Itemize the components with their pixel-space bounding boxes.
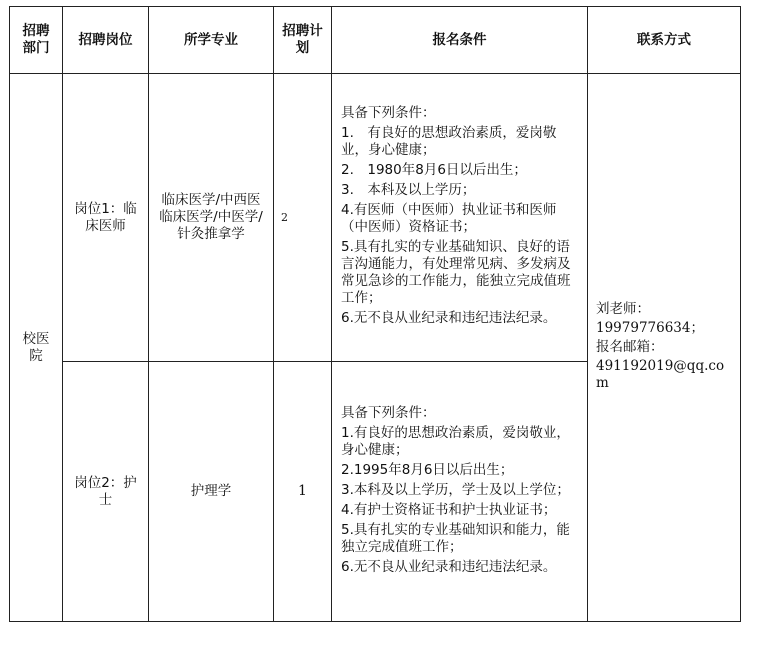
recruitment-table [9,6,741,622]
department-name: 校医院 [22,330,50,364]
header-row [10,7,741,74]
header-position: 招聘岗位 [63,7,149,74]
condition-line: 3.本科及以上学历，学士及以上学位； [341,481,570,498]
header-plan: 招聘计划 [274,7,332,74]
condition-line: 4.有护士资格证书和护士执业证书； [341,501,557,518]
condition-line: 具备下列条件： [341,105,436,121]
position-plan: 2 [274,74,332,362]
contact-cell [588,74,741,622]
header-contact: 联系方式 [588,7,741,74]
condition-line: 1.有良好的思想政治素质，爱岗敬业，身心健康； [341,424,570,458]
contact-email: 491192019@qq.com [596,358,725,391]
position-title: 岗位1：临床医师 [63,74,149,362]
contact-teacher: 刘老师： [596,301,650,317]
header-conditions: 报名条件 [332,7,588,74]
condition-line: 6.无不良从业纪录和违纪违法纪录。 [341,558,557,575]
position-major: 临床医学/中西医临床医学/中医学/针灸推拿学 [149,74,274,362]
department-cell [10,74,63,622]
condition-line: 2.1995年8月6日以后出生； [341,461,514,478]
condition-line: 具备下列条件： [341,404,436,421]
condition-line: 4.有医师（中医师）执业证书和医师（中医师）资格证书； [341,202,557,235]
header-department: 招聘部门 [10,7,63,74]
condition-line: 5.具有扎实的专业基础知识、良好的语言沟通能力，有处理常见病、多发病及常见急诊的工作能力，能独立完成值班工作； [341,239,571,306]
condition-line: 1. 有良好的思想政治素质，爱岗敬业，身心健康； [341,125,557,158]
position-major: 护理学 [149,362,274,622]
position-conditions [332,74,588,362]
position-plan: 1 [274,362,332,622]
condition-line: 5.具有扎实的专业基础知识和能力，能独立完成值班工作； [341,521,570,555]
table-row [10,74,741,362]
position-conditions [332,362,588,622]
condition-line: 2. 1980年8月6日以后出生； [341,162,527,178]
contact-phone: 19979776634； [596,320,704,336]
condition-line: 3. 本科及以上学历； [341,182,476,198]
header-major: 所学专业 [149,7,274,74]
position-title: 岗位2：护士 [63,362,149,622]
contact-email-label: 报名邮箱： [596,339,664,355]
condition-line: 6.无不良从业纪录和违纪违法纪录。 [341,310,557,326]
